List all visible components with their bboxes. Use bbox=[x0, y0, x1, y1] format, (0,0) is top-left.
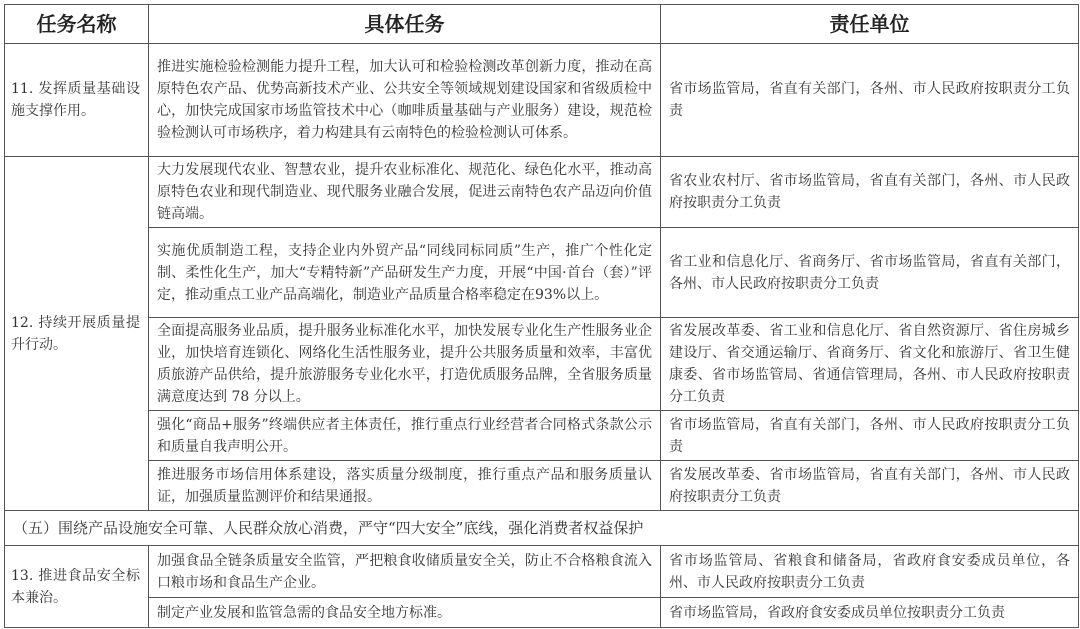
header-specific-task: 具体任务 bbox=[149, 5, 661, 44]
task-name: 11. 发挥质量基础设施支撑作用。 bbox=[5, 44, 149, 157]
task-detail: 强化“商品+服务”终端供应者主体责任，推行重点行业经营者合同格式条款公示和质量自我声明公开。 bbox=[149, 411, 661, 461]
responsible-unit: 省市场监管局，省直有关部门，各州、市人民政府按职责分工负责 bbox=[661, 411, 1079, 461]
task-detail: 制定产业发展和监管急需的食品安全地方标准。 bbox=[149, 598, 661, 628]
responsible-unit: 省市场监管局，省直有关部门，各州、市人民政府按职责分工负责 bbox=[661, 44, 1079, 157]
task-table bbox=[4, 4, 1079, 628]
section-row bbox=[5, 511, 1079, 546]
responsible-unit: 省农业农村厅、省市场监管局，省直有关部门，各州、市人民政府按职责分工负责 bbox=[661, 157, 1079, 228]
header-responsible-unit: 责任单位 bbox=[661, 5, 1079, 44]
header-task-name: 任务名称 bbox=[5, 5, 149, 44]
table-row bbox=[5, 461, 1079, 511]
header-row bbox=[5, 5, 1079, 44]
responsible-unit: 省工业和信息化厅、省商务厅、省市场监管局，省直有关部门，各州、市人民政府按职责分工负责 bbox=[661, 228, 1079, 318]
table-row bbox=[5, 318, 1079, 411]
table-row bbox=[5, 598, 1079, 628]
table-row bbox=[5, 228, 1079, 318]
table-row bbox=[5, 411, 1079, 461]
task-detail: 推进实施检验检测能力提升工程，加大认可和检验检测改革创新力度，推动在高原特色农产品、优势高新技术产业、公共安全等领域规划建设国家和省级质检中心，加快完成国家市场监管技术中心（咖啡质量基础与产业服务）建设，规范检验检测认可市场秩序，着力构建具有云南特色的检验检测认可体系。 bbox=[149, 44, 661, 157]
table-row bbox=[5, 157, 1079, 228]
responsible-unit: 省发展改革委、省工业和信息化厅、省自然资源厅、省住房城乡建设厅、省交通运输厅、省商务厅、省文化和旅游厅、省卫生健康委、省市场监管局、省通信管理局，各州、市人民政府按职责分工负责 bbox=[661, 318, 1079, 411]
task-detail: 推进服务市场信用体系建设，落实质量分级制度，推行重点产品和服务质量认证，加强质量监测评价和结果通报。 bbox=[149, 461, 661, 511]
section-heading: （五）围绕产品设施安全可靠、人民群众放心消费，严守“四大安全”底线，强化消费者权益保护 bbox=[5, 511, 1079, 546]
task-detail: 实施优质制造工程，支持企业内外贸产品“同线同标同质”生产，推广个性化定制、柔性化生产，加大“专精特新”产品研发生产力度，开展“中国·首台（套）”评定，推动重点工业产品高端化，制造业产品质量合格率稳定在93%以上。 bbox=[149, 228, 661, 318]
task-detail: 全面提高服务业品质，提升服务业标准化水平，加快发展专业化生产性服务业企业，加快培育连锁化、网络化生活性服务业，提升公共服务质量和效率，丰富优质旅游产品供给，提升旅游服务专业化水平，打造优质服务品牌，全省服务质量满意度达到 78 分以上。 bbox=[149, 318, 661, 411]
responsible-unit: 省市场监管局，省政府食安委成员单位按职责分工负责 bbox=[661, 598, 1079, 628]
task-name: 12. 持续开展质量提升行动。 bbox=[5, 157, 149, 511]
task-name: 13. 推进食品安全标本兼治。 bbox=[5, 546, 149, 628]
table-row bbox=[5, 546, 1079, 598]
table-row bbox=[5, 44, 1079, 157]
responsible-unit: 省市场监管局、省粮食和储备局，省政府食安委成员单位，各州、市人民政府按职责分工负责 bbox=[661, 546, 1079, 598]
responsible-unit: 省发展改革委、省市场监管局，省直有关部门，各州、市人民政府按职责分工负责 bbox=[661, 461, 1079, 511]
task-detail: 加强食品全链条质量安全监管，严把粮食收储质量安全关，防止不合格粮食流入口粮市场和食品生产企业。 bbox=[149, 546, 661, 598]
task-detail: 大力发展现代农业、智慧农业，提升农业标准化、规范化、绿色化水平，推动高原特色农业和现代制造业、现代服务业融合发展，促进云南特色农产品迈向价值链高端。 bbox=[149, 157, 661, 228]
